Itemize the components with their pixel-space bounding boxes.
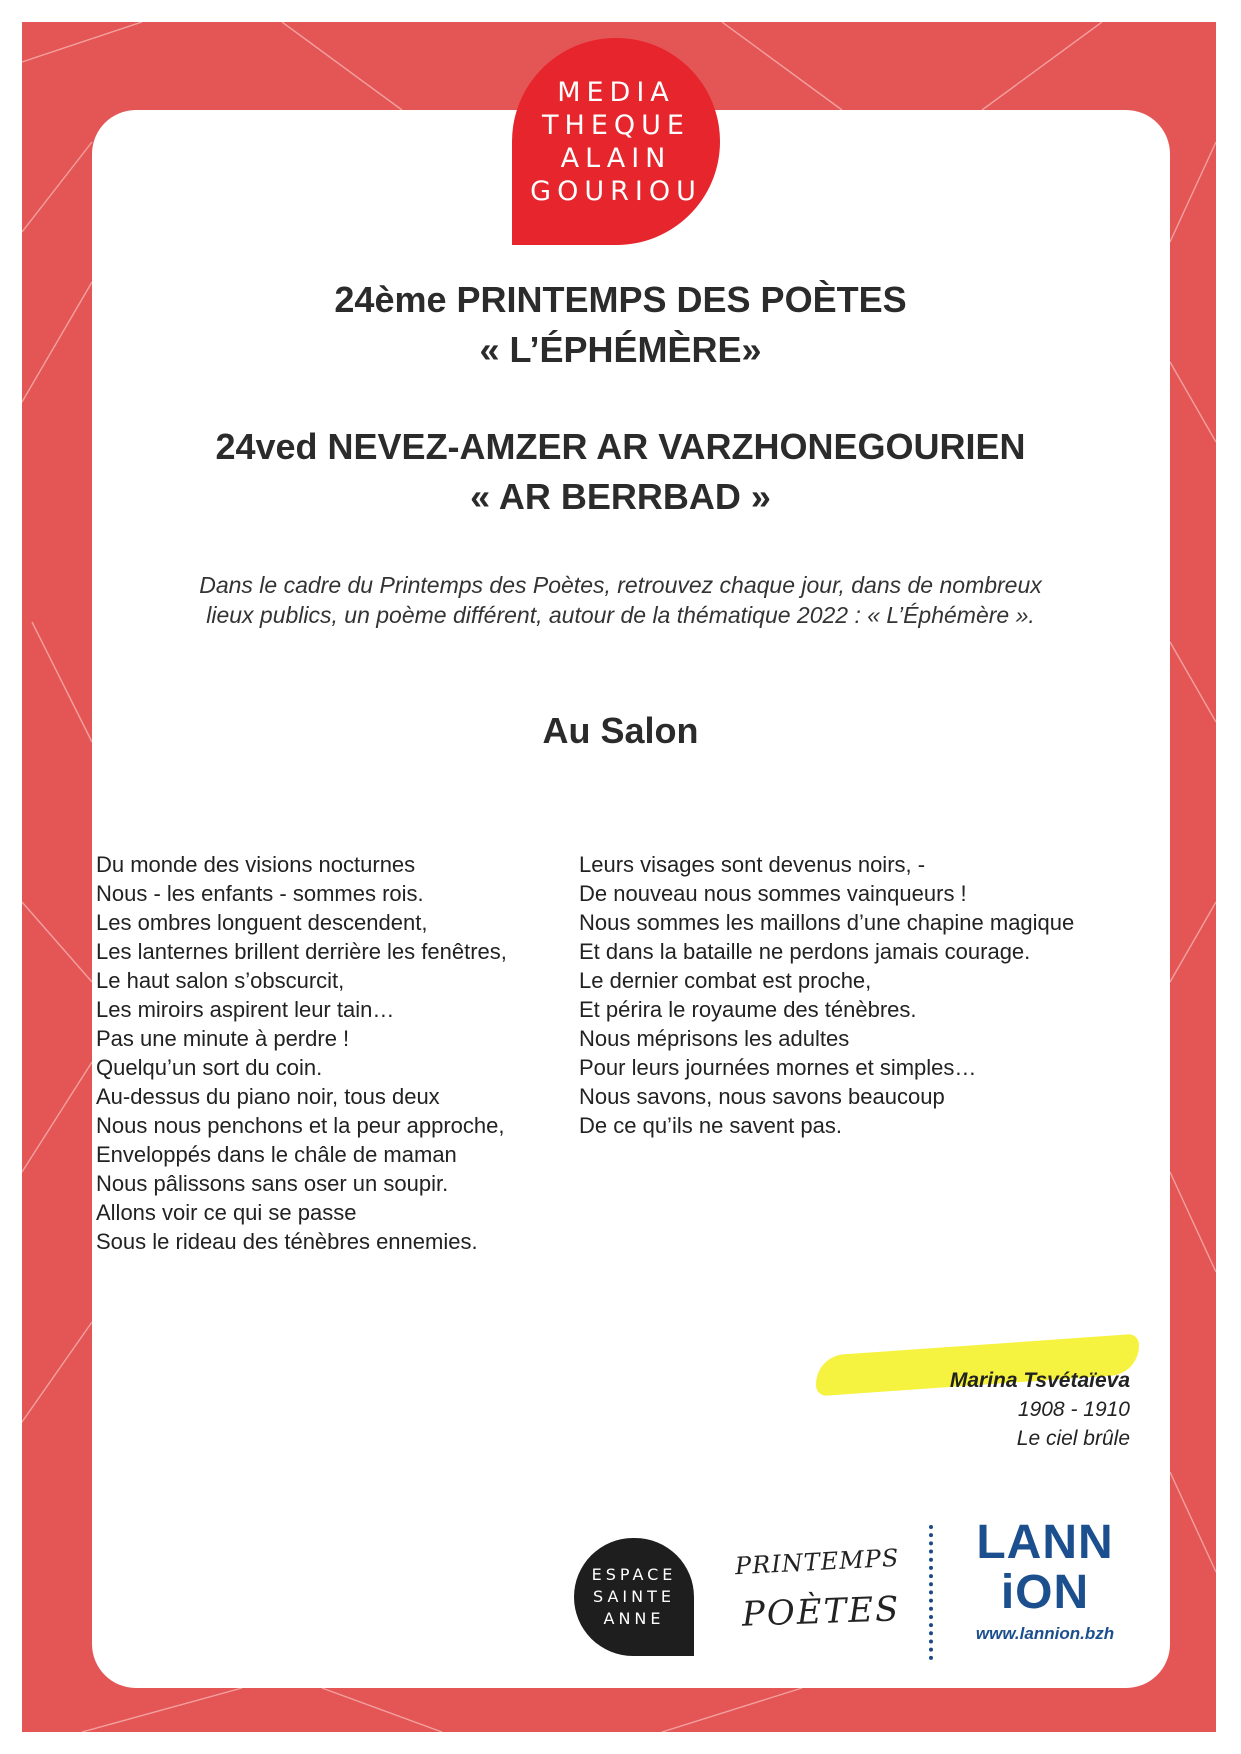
espace-sainte-anne-logo: ESPACE SAINTE ANNE — [574, 1538, 694, 1656]
poem-years: 1908 - 1910 — [1017, 1398, 1130, 1421]
intro-paragraph: Dans le cadre du Printemps des Poètes, retrouvez chaque jour, dans de nombreux lieux publics, un poème différent, autour de la thématique 2022 : « L’Éphémère ». — [199, 572, 1042, 628]
poem-line: Le haut salon s’obscurcit, — [96, 968, 345, 993]
poem-line: Les lanternes brillent derrière les fenêtres, — [96, 939, 507, 964]
poem-line: De nouveau nous sommes vainqueurs ! — [579, 881, 967, 906]
author-name: Marina Tsvétaïeva — [949, 1369, 1130, 1392]
poem-line: Pas une minute à perdre ! — [96, 1026, 350, 1051]
poem-line: Au-dessus du piano noir, tous deux — [96, 1084, 440, 1109]
poem-line: Et périra le royaume des ténèbres. — [579, 997, 917, 1022]
breton-title-line2: « AR BERRBAD » — [470, 476, 771, 517]
poem-line: Allons voir ce qui se passe — [96, 1200, 357, 1225]
poem-line: Et dans la bataille ne perdons jamais courage. — [579, 939, 1031, 964]
printemps-des-poetes-logo: PRINTEMPS POÈTES — [734, 1543, 902, 1635]
poem-line: Le dernier combat est proche, — [579, 968, 872, 993]
french-title — [0, 275, 1241, 375]
poem-source: Le ciel brûle — [1016, 1427, 1130, 1450]
poem-right-column — [579, 850, 1074, 1140]
poem-line: Nous savons, nous savons beaucoup — [579, 1084, 945, 1109]
poem-line: Les ombres longuent descendent, — [96, 910, 428, 935]
lannion-logo: LANN iON www.lannion.bzh — [955, 1518, 1135, 1644]
french-title-line2: « L’ÉPHÉMÈRE» — [479, 329, 762, 370]
dotted-divider — [929, 1525, 937, 1660]
breton-title-line1: 24ved NEVEZ-AMZER AR VARZHONEGOURIEN — [215, 426, 1026, 467]
poem-line: Nous - les enfants - sommes rois. — [96, 881, 424, 906]
poem-line: Enveloppés dans le châle de maman — [96, 1142, 457, 1167]
poem-line: De ce qu’ils ne savent pas. — [579, 1113, 842, 1138]
french-title-line1: 24ème PRINTEMPS DES POÈTES — [334, 279, 907, 320]
poem-line: Quelqu’un sort du coin. — [96, 1055, 323, 1080]
poem-line: Du monde des visions nocturnes — [96, 852, 416, 877]
poem-line: Pour leurs journées mornes et simples… — [579, 1055, 977, 1080]
poem-line: Nous nous penchons et la peur approche, — [96, 1113, 505, 1138]
poem-left-column — [96, 850, 507, 1256]
lannion-url: www.lannion.bzh — [975, 1624, 1115, 1643]
breton-title — [0, 422, 1241, 522]
poem-line: Sous le rideau des ténèbres ennemies. — [96, 1229, 478, 1254]
mediatheque-logo: MEDIA THEQUE ALAIN GOURIOU — [512, 38, 720, 245]
poem-line: Nous méprisons les adultes — [579, 1026, 850, 1051]
poem-signature — [950, 1366, 1130, 1453]
poem-line: Nous pâlissons sans oser un soupir. — [96, 1171, 449, 1196]
poem-line: Leurs visages sont devenus noirs, - — [579, 852, 926, 877]
poem-line: Les miroirs aspirent leur tain… — [96, 997, 395, 1022]
poem-title: Au Salon — [542, 710, 699, 751]
poem-line: Nous sommes les maillons d’une chapine magique — [579, 910, 1075, 935]
